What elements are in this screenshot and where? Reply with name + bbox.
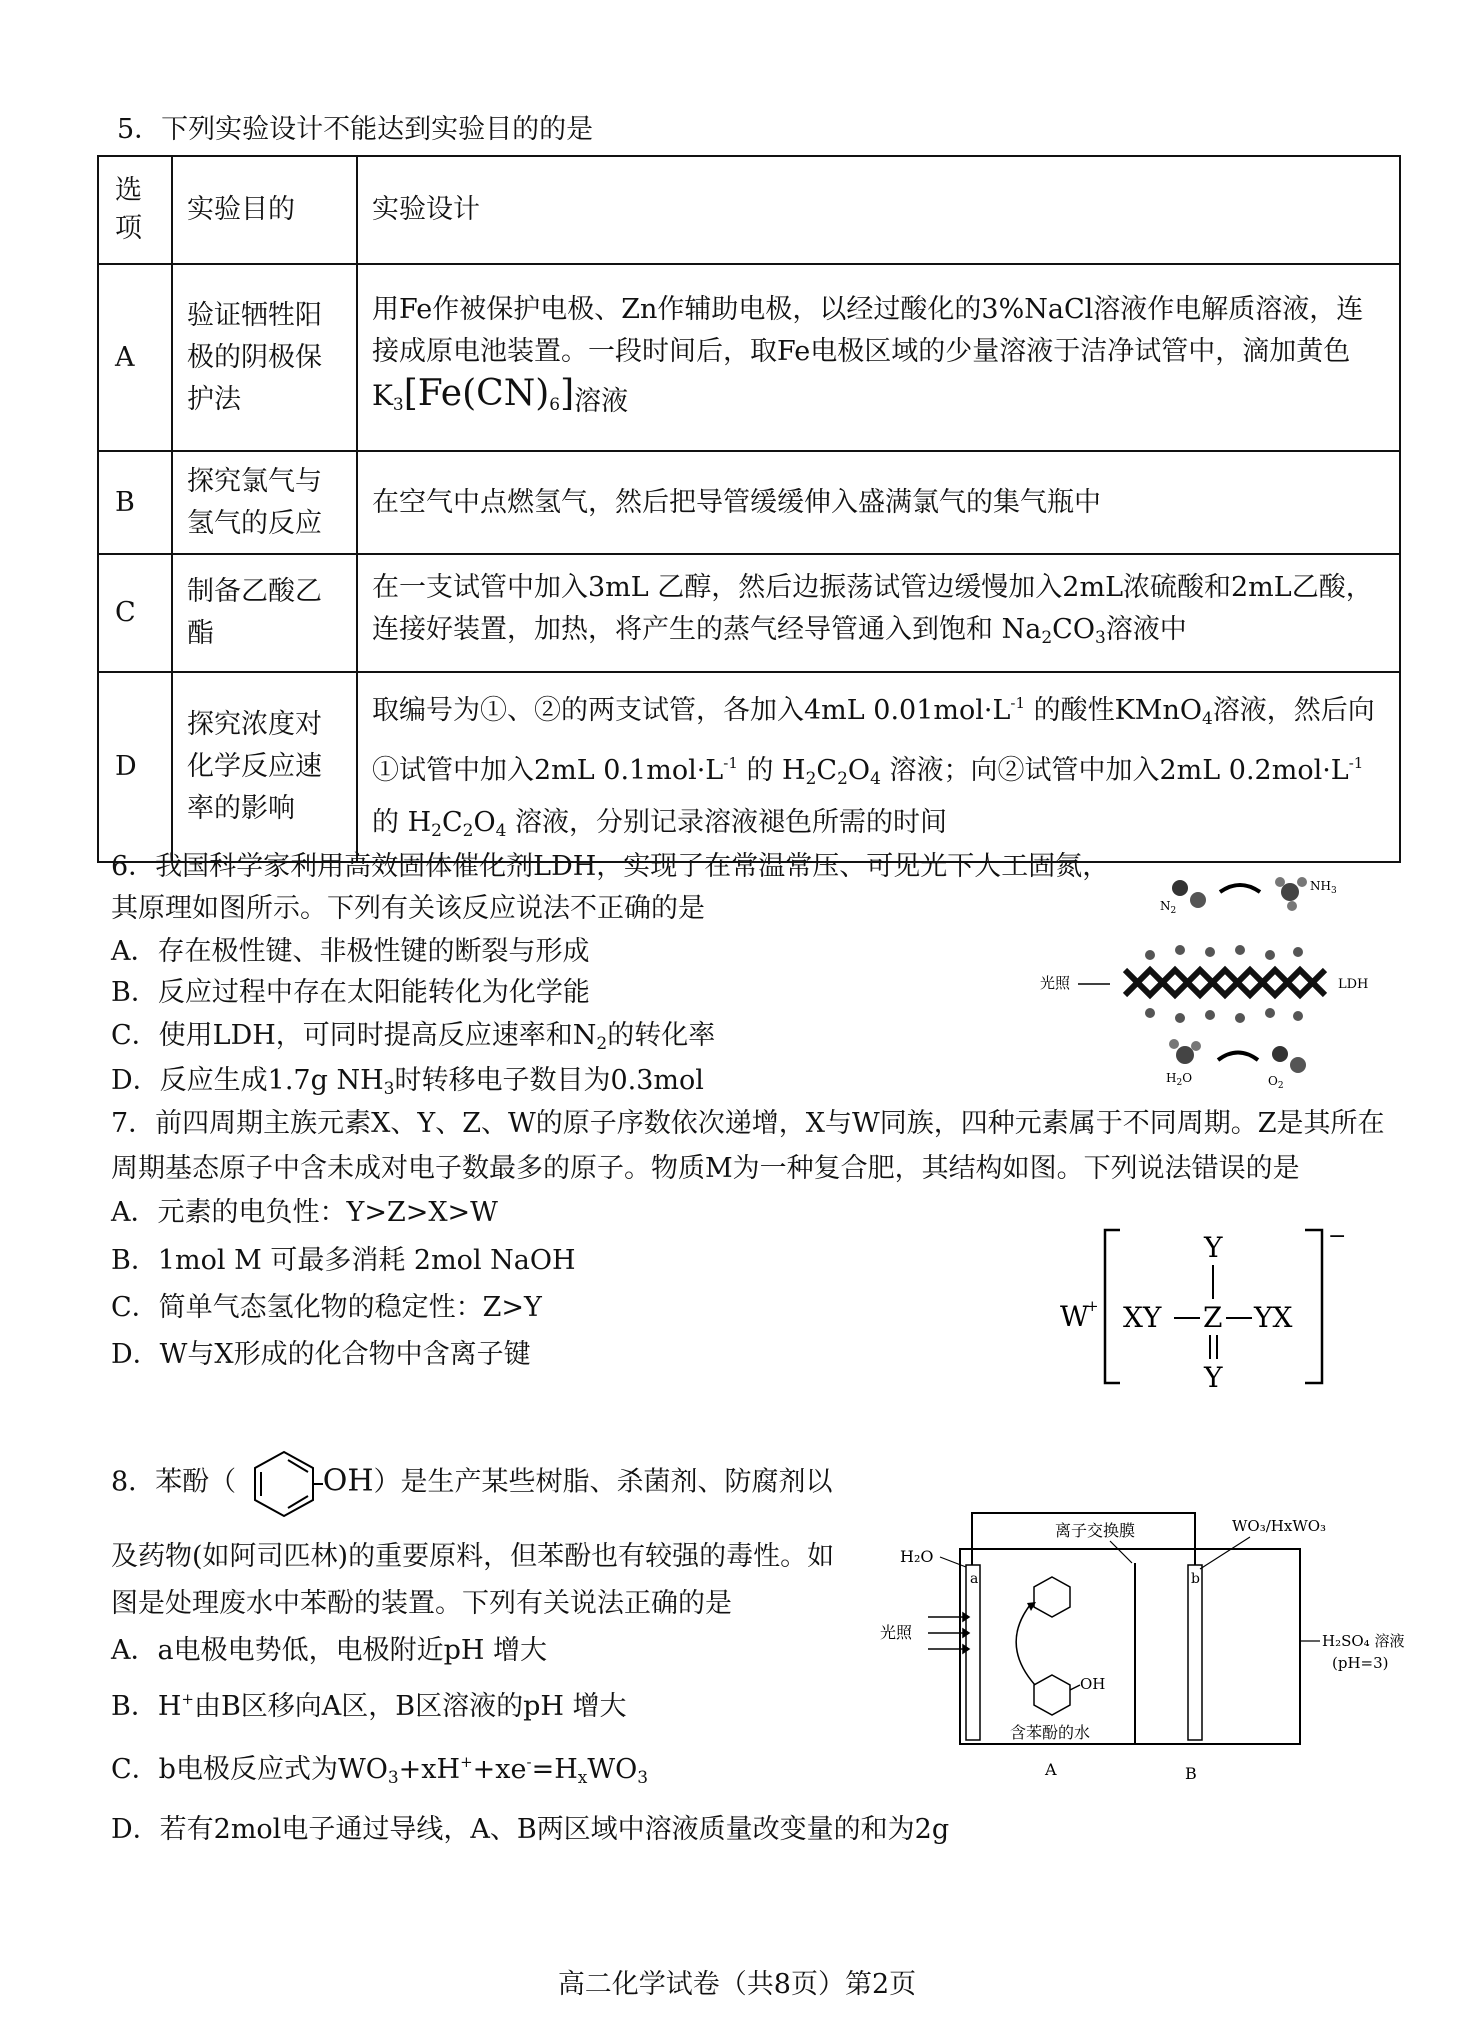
q7-option-a: A．元素的电负性：Y>Z>X>W bbox=[111, 1197, 498, 1228]
row-option: D bbox=[98, 672, 172, 862]
electrode-b bbox=[1188, 1565, 1202, 1740]
tank bbox=[960, 1549, 1300, 1744]
q8-option-d: D．若有2mol电子通过导线，A、B两区域中溶液质量改变量的和为2g bbox=[111, 1814, 950, 1845]
q8-option-a: A．a电极电势低，电极附近pH 增大 bbox=[111, 1635, 548, 1666]
nh3-label: $NH_3$ bbox=[1310, 879, 1337, 896]
row-goal: 验证牺牲阳极的阴极保护法 bbox=[172, 264, 357, 451]
ph-label: (pH=3) bbox=[1332, 1654, 1389, 1672]
q8-cell-diagram bbox=[870, 1505, 1405, 1795]
q8-option-c: C．b电极反应式为$WO_3+xH^++xe^-=H_xWO_3$ bbox=[111, 1753, 649, 1788]
table-header-row bbox=[98, 156, 1400, 264]
q6-option-c: C．使用LDH，可同时提高反应速率和$N_2$的转化率 bbox=[111, 1020, 716, 1054]
formula-k3fecn6: $K_3[Fe(CN)_6]$ bbox=[372, 373, 575, 415]
electrode-a-label: a bbox=[970, 1571, 979, 1587]
nh3-molecule bbox=[1275, 877, 1307, 911]
h2so4-label: H₂SO₄ 溶液 bbox=[1322, 1632, 1405, 1650]
oh-label: OH bbox=[1080, 1675, 1106, 1693]
formula-na2co3: $Na_2CO_3$ bbox=[1001, 614, 1106, 648]
table-row bbox=[98, 264, 1400, 451]
q8-stem-1: 8．苯酚（ OH）是生产某些树脂、杀菌剂、防腐剂以 bbox=[111, 1448, 833, 1518]
formula-h2c2o4: $H_2C_2O_4$ bbox=[407, 807, 507, 841]
ldh-label: LDH bbox=[1338, 977, 1369, 992]
q6-stem-2: 其原理如图所示。下列有关该反应说法不正确的是 bbox=[111, 893, 705, 924]
q6-option-d: D．反应生成1.7g $NH_3$时转移电子数目为0.3mol bbox=[111, 1065, 704, 1099]
q8-stem-2: 及药物(如阿司匹林)的重要原料，但苯酚也有较强的毒性。如 bbox=[111, 1541, 835, 1572]
reaction-arrow-icon bbox=[1016, 1605, 1035, 1685]
zone-b-label: B bbox=[1185, 1764, 1197, 1783]
q6-stem-1: 6．我国科学家利用高效固体催化剂LDH，实现了在常温常压、可见光下人工固氮， bbox=[111, 851, 1110, 882]
o2-molecule bbox=[1272, 1046, 1306, 1073]
q7-stem-2: 周期基态原子中含未成对电子数最多的原子。物质M为一种复合肥，其结构如图。下列说法错误的是 bbox=[111, 1153, 1300, 1184]
h2o-molecule bbox=[1169, 1039, 1201, 1064]
row-goal: 探究氯气与氢气的反应 bbox=[172, 451, 357, 554]
table-row bbox=[98, 451, 1400, 554]
q5-table bbox=[97, 155, 1401, 863]
row-option: C bbox=[98, 554, 172, 672]
arrow-icon bbox=[1220, 885, 1260, 892]
light-label: 光照 bbox=[880, 1623, 913, 1642]
phenol-structure-icon bbox=[245, 1448, 323, 1518]
h2o-label: $H_2O$ bbox=[1166, 1071, 1193, 1088]
wo3-label: WO₃/HxWO₃ bbox=[1232, 1517, 1327, 1535]
benzene-icon bbox=[1034, 1577, 1070, 1617]
table-row bbox=[98, 672, 1400, 862]
o2-label: $O_2$ bbox=[1268, 1074, 1284, 1091]
q7-option-c: C．简单气态氢化物的稳定性：Z>Y bbox=[111, 1292, 542, 1323]
row-goal: 探究浓度对化学反应速率的影响 bbox=[172, 672, 357, 862]
row-option: A bbox=[98, 264, 172, 451]
q7-stem-1: 7．前四周期主族元素X、Y、Z、W的原子序数依次递增，X与W同族，四种元素属于不同周期。Z是其所在 bbox=[111, 1108, 1385, 1139]
y-bottom-label: Y bbox=[1204, 1361, 1223, 1394]
ldh-atoms bbox=[1145, 945, 1303, 1023]
z-label: Z bbox=[1203, 1301, 1223, 1334]
row-design: 取编号为①、②的两支试管，各加入4mL $0.01mol\cdot L^{-1}$ 的酸性KMnO$_4$溶液，然后向①试管中加入2mL $0.1mol\cdot L^{-1}$ 的 $H_2C_2O_4$ 溶液；向②试管中加入2mL $0.2mol\cdot L^{-1}$ 的 $H_2C_2O_4$ 溶液，分别记录溶液褪色所需的时间 bbox=[357, 672, 1400, 862]
xy-label: XY bbox=[1123, 1301, 1162, 1334]
header-design: 实验设计 bbox=[357, 156, 1400, 264]
left-bracket bbox=[1105, 1230, 1120, 1383]
header-option: 选项 bbox=[98, 156, 172, 264]
page-footer: 高二化学试卷（共8页）第2页 bbox=[557, 1969, 917, 2000]
q8-stem-3: 图是处理废水中苯酚的装置。下列有关说法正确的是 bbox=[111, 1588, 732, 1619]
w-label: W bbox=[1060, 1300, 1089, 1333]
right-bracket bbox=[1305, 1230, 1322, 1383]
row-design: 在一支试管中加入3mL 乙醇，然后边振荡试管边缓慢加入2mL浓硫酸和2mL乙酸，连接好装置，加热，将产生的蒸气经导管通入到饱和 $Na_2CO_3$溶液中 bbox=[357, 554, 1400, 672]
arrow-icon bbox=[1218, 1053, 1258, 1061]
plus-sign: + bbox=[1086, 1297, 1099, 1315]
q6-option-a: A．存在极性键、非极性键的断裂与形成 bbox=[111, 936, 590, 967]
q6-option-b: B．反应过程中存在太阳能转化为化学能 bbox=[111, 977, 590, 1008]
h2o-label: H₂O bbox=[900, 1547, 934, 1566]
zone-a-label: A bbox=[1045, 1760, 1057, 1779]
electrode-b-label: b bbox=[1191, 1571, 1200, 1587]
minus-sign: − bbox=[1328, 1224, 1347, 1249]
row-option: B bbox=[98, 451, 172, 554]
n2-molecule bbox=[1172, 880, 1206, 908]
q8-option-b: B．H+由B区移向A区，B区溶液的pH 增大 bbox=[111, 1690, 627, 1722]
q5-stem: 5．下列实验设计不能达到实验目的的是 bbox=[117, 114, 594, 145]
membrane-label: 离子交换膜 bbox=[1055, 1521, 1136, 1540]
ldh-lattice bbox=[1125, 970, 1325, 995]
formula-h2c2o4: $H_2C_2O_4$ bbox=[782, 755, 881, 789]
light-arrows bbox=[928, 1613, 969, 1653]
electrode-a bbox=[966, 1565, 980, 1740]
q7-option-d: D．W与X形成的化合物中含离子键 bbox=[111, 1339, 531, 1370]
header-goal: 实验目的 bbox=[172, 156, 357, 264]
design-text: 用Fe作被保护电极、Zn作辅助电极，以经过酸化的3%NaCl溶液作电解质溶液，连接成原电池装置。一段时间后，取Fe电极区域的少量溶液于洁净试管中，滴加黄色 bbox=[372, 294, 1364, 367]
q7-option-b: B．1mol M 可最多消耗 2mol NaOH bbox=[111, 1245, 576, 1276]
row-design: 在空气中点燃氢气，然后把导管缓缓伸入盛满氯气的集气瓶中 bbox=[357, 451, 1400, 554]
y-top-label: Y bbox=[1204, 1231, 1223, 1264]
n2-label: $N_2$ bbox=[1160, 899, 1177, 916]
q6-ldh-diagram bbox=[1040, 870, 1380, 1092]
phenol-icon bbox=[1034, 1675, 1070, 1715]
yx-label: YX bbox=[1254, 1301, 1293, 1334]
table-row bbox=[98, 554, 1400, 672]
row-design: 用Fe作被保护电极、Zn作辅助电极，以经过酸化的3%NaCl溶液作电解质溶液，连接成原电池装置。一段时间后，取Fe电极区域的少量溶液于洁净试管中，滴加黄色 $K_3[Fe(CN)_6]$溶液 bbox=[357, 264, 1400, 451]
water-label: 含苯酚的水 bbox=[1010, 1723, 1091, 1742]
light-label: 光照 bbox=[1040, 974, 1071, 992]
row-goal: 制备乙酸乙酯 bbox=[172, 554, 357, 672]
q7-structure-diagram bbox=[1060, 1225, 1390, 1395]
